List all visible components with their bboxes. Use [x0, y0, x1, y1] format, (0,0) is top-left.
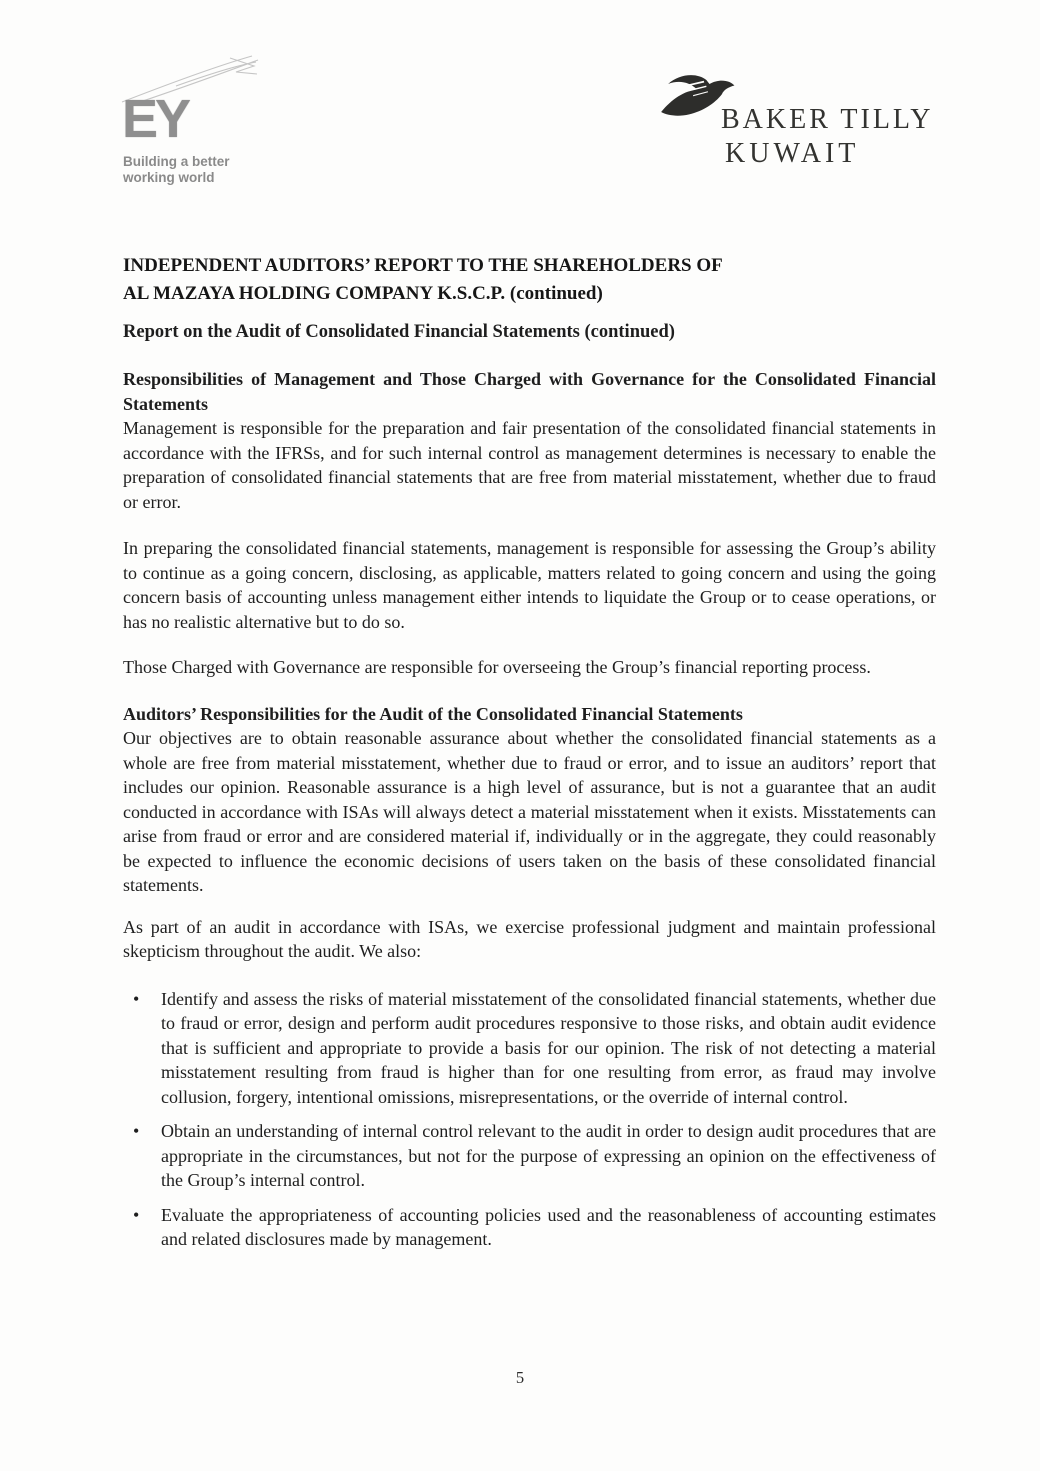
ey-tagline-line1: Building a better	[123, 154, 230, 169]
baker-tilly-name: BAKER TILLY	[721, 104, 934, 135]
ey-tagline-line2: working world	[123, 170, 215, 185]
ey-logo: EY	[122, 89, 189, 149]
ey-tagline	[123, 154, 230, 186]
bullet-item-accounting-policies: • Evaluate the appropriateness of accounting policies used and the reasonableness of accounting estimates and related disclosures made by management.	[123, 1203, 936, 1252]
bullet-item-identify-risks: • Identify and assess the risks of material misstatement of the consolidated financial statements, whether due to fraud or error, design and perform audit procedures responsive to those risks, and obtain audit evidence that is sufficient and appropriate to provide a basis for our opinion. The risk of not detecting a material misstatement resulting from fraud is higher than for one resulting from error, as fraud may involve collusion, forgery, intentional omissions, misrepresentations, or the override of internal control.	[123, 987, 936, 1110]
baker-tilly-location: KUWAIT	[725, 138, 860, 169]
paragraph: In preparing the consolidated financial statements, management is responsible for assessing the Group’s ability to continue as a going concern, disclosing, as applicable, matters related to going concern and using the going concern basis of accounting unless management either intends to liquidate the Group or to cease operations, or has no realistic alternative but to do so.	[123, 538, 936, 632]
paragraph: As part of an audit in accordance with ISAs, we exercise professional judgment and maintain professional skepticism throughout the audit. We also:	[123, 916, 936, 961]
report-subtitle: Report on the Audit of Consolidated Financial Statements (continued)	[123, 322, 675, 342]
report-title-line2: AL MAZAYA HOLDING COMPANY K.S.C.P. (continued)	[123, 283, 603, 304]
report-title	[123, 252, 936, 308]
audit-procedures-bullet-list	[123, 987, 936, 1252]
section-heading-management-responsibilities: Responsibilities of Management and Those Charged with Governance for the Consolidated Financial Statements	[123, 369, 936, 414]
report-body	[123, 252, 936, 1252]
paragraph: Those Charged with Governance are responsible for overseeing the Group’s financial reporting process.	[123, 657, 871, 677]
report-title-line1: INDEPENDENT AUDITORS’ REPORT TO THE SHAREHOLDERS OF	[123, 255, 723, 276]
paragraph: Our objectives are to obtain reasonable assurance about whether the consolidated financial statements as a whole are free from material misstatement, whether due to fraud or error, and to issue an auditors’ report that includes our opinion. Reasonable assurance is a high level of assurance, but is not a guarantee that an audit conducted in accordance with ISAs will always detect a material misstatement when it exists. Misstatements can arise from fraud or error and are considered material if, individually or in the aggregate, they could reasonably be expected to influence the economic decisions of users taken on the basis of these consolidated financial statements.	[123, 728, 936, 895]
section-heading-auditors-responsibilities: Auditors’ Responsibilities for the Audit of the Consolidated Financial Statements	[123, 703, 743, 724]
page-number: 5	[515, 1368, 525, 1387]
bullet-item-internal-control: • Obtain an understanding of internal control relevant to the audit in order to design audit procedures that are appropriate in the circumstances, but not for the purpose of expressing an opinion on the effectiveness of the Group’s internal control.	[123, 1119, 936, 1193]
paragraph: Management is responsible for the preparation and fair presentation of the consolidated financial statements in accordance with the IFRSs, and for such internal control as management determines is necessary to enable the preparation of consolidated financial statements that are free from material misstatement, whether due to fraud or error.	[123, 418, 936, 512]
